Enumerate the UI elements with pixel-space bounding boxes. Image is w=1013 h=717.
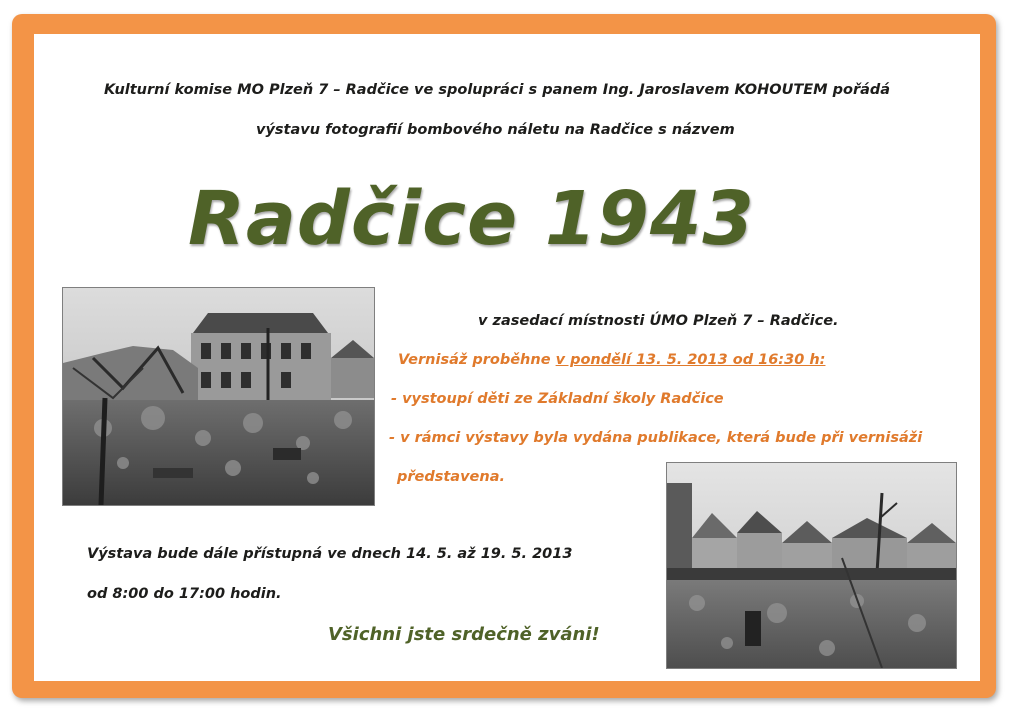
- program-bullet-1: - vystoupí děti ze Základní školy Radčice: [391, 391, 724, 407]
- intro-line-1: Kulturní komise MO Plzeň 7 – Radčice ve spolupráci s panem Ing. Jaroslavem KOHOUTEM pořádá: [104, 82, 891, 98]
- ruined-building-photo-image: [63, 288, 374, 505]
- vernissage-line: [398, 352, 825, 368]
- welcome-text: Všichni jste srdečně zváni!: [328, 624, 600, 645]
- vernissage-prefix: Vernisáž proběhne: [398, 352, 556, 368]
- bombed-village-photo: [666, 462, 957, 669]
- program-bullet-2: - v rámci výstavy byla vydána publikace, která bude při vernisáži: [389, 430, 923, 446]
- venue-text: v zasedací místnosti ÚMO Plzeň 7 – Radčice.: [478, 313, 839, 329]
- opening-hours: od 8:00 do 17:00 hodin.: [87, 586, 282, 602]
- opening-dates: Výstava bude dále přístupná ve dnech 14. 5. až 19. 5. 2013: [87, 546, 573, 562]
- bombed-village-photo-image: [667, 463, 956, 668]
- program-bullet-2-continued: představena.: [397, 469, 505, 485]
- exhibition-title: Radčice 1943: [188, 176, 755, 262]
- vernissage-date: v pondělí 13. 5. 2013 od 16:30 h:: [555, 352, 826, 368]
- ruined-building-photo: [62, 287, 375, 506]
- intro-line-2: výstavu fotografií bombového náletu na Radčice s názvem: [256, 122, 735, 138]
